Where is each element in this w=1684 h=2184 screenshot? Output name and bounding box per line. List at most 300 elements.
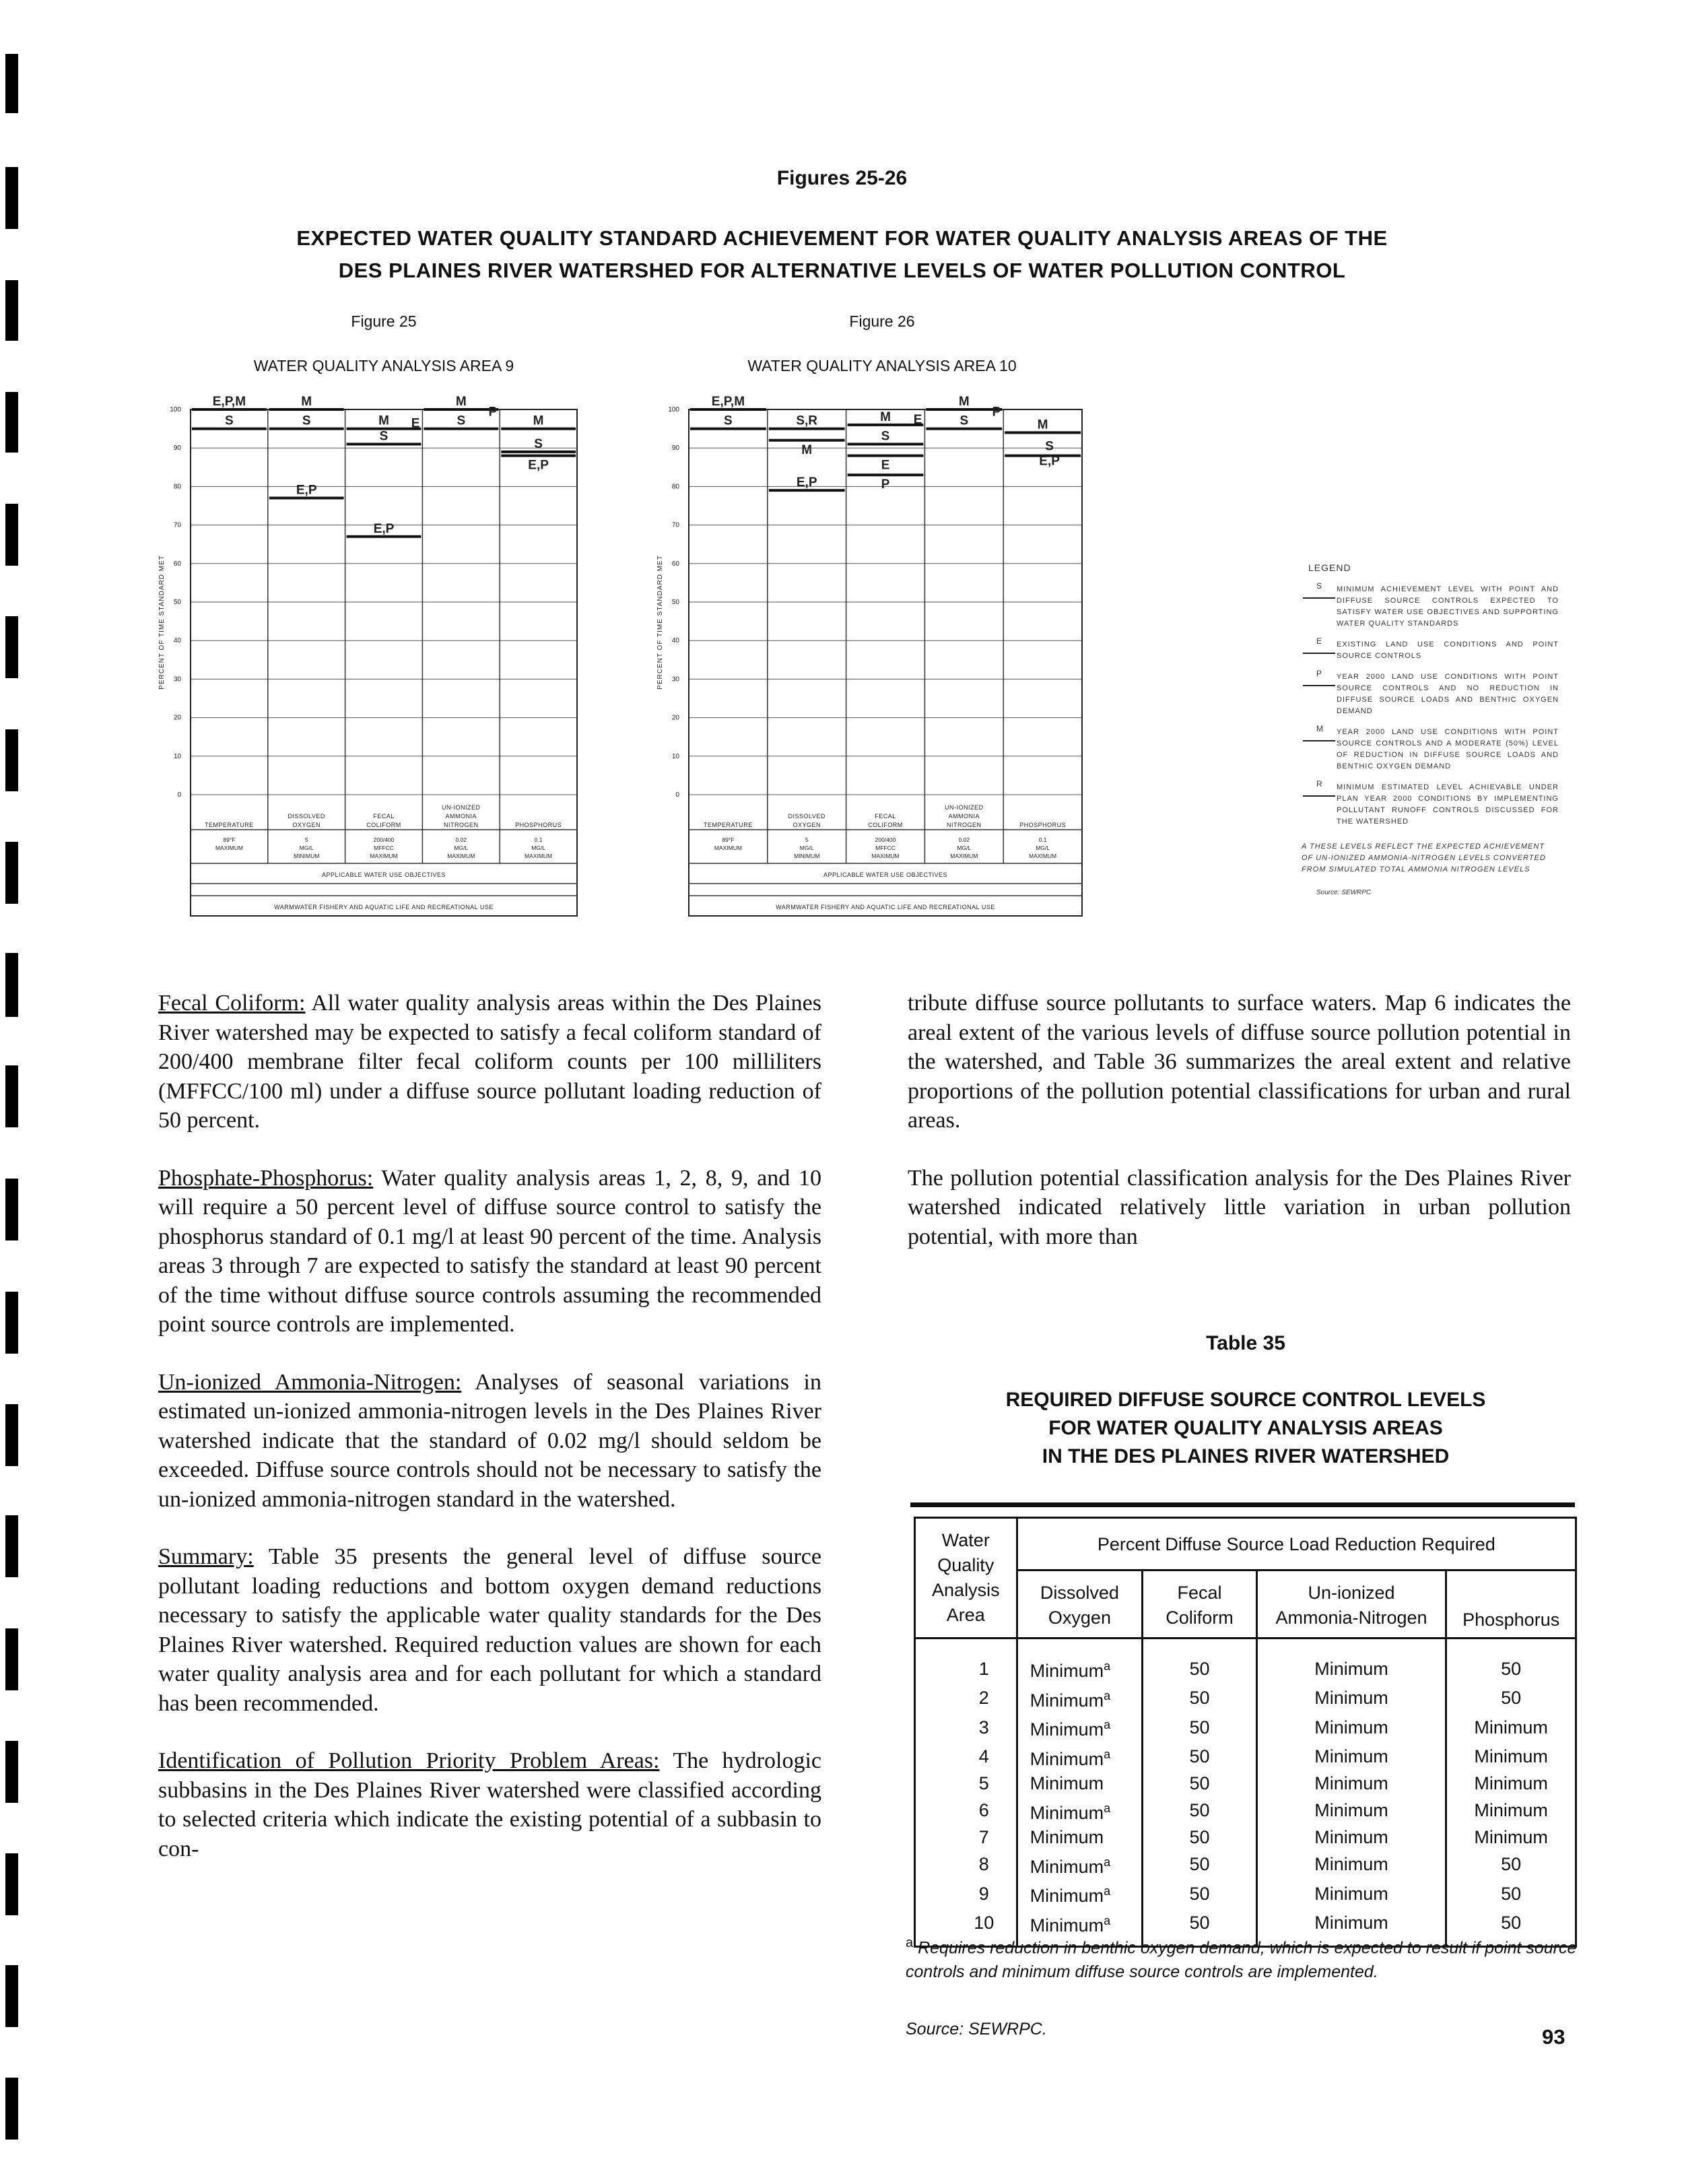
- binder-mark: [5, 953, 18, 1017]
- right-column: [908, 989, 1571, 1280]
- x-standard-label: 0.02: [958, 836, 970, 843]
- header-text: Ammonia-Nitrogen: [1275, 1608, 1427, 1628]
- x-category-label: NITROGEN: [947, 822, 982, 828]
- binder-mark: [5, 616, 18, 678]
- paragraph-phosphorus: [158, 1164, 821, 1339]
- table-row: [915, 1742, 1576, 1772]
- cell-text: Minimum: [1030, 1719, 1104, 1740]
- cell-dissolved-oxygen: [1017, 1742, 1143, 1772]
- cell-area: [915, 1639, 1017, 1684]
- legend-item-p: [1296, 671, 1559, 717]
- table-row: [915, 1713, 1576, 1742]
- cell-ammonia: [1256, 1684, 1446, 1713]
- table-header-ammonia: [1256, 1570, 1446, 1639]
- level-label: E,P: [373, 521, 395, 536]
- cell-text: Minimum: [1314, 1827, 1388, 1847]
- paragraph-text: Water quality analysis areas 1, 2, 8, 9, and 10 will require a 50 percent level of diffuse source control to satisfy the phosphorus standard of 0.1 mg/l at least 90 percent of the time. Analysis areas 3 through 7 are expected to satisfy the standard at least 90 percent of the time without diffuse source controls assuming the recommended point source controls are implemented.: [158, 1165, 821, 1337]
- cell-text: Minimum: [1030, 1915, 1104, 1935]
- y-tick-label: 0: [675, 791, 679, 799]
- binder-mark: [5, 1628, 18, 1690]
- y-tick-label: 10: [671, 752, 679, 760]
- legend-symbol: S: [1316, 581, 1322, 591]
- header-text: Coliform: [1166, 1608, 1234, 1628]
- binder-mark: [5, 1965, 18, 2027]
- legend-text: YEAR 2000 LAND USE CONDITIONS WITH POINT SOURCE CONTROLS AND A MODERATE (50%) LEVEL OF REDUCTION IN DIFFUSE SOURCE LOADS AND BENTHIC OXYGEN DEMAND: [1337, 728, 1559, 770]
- cell-ammonia: [1256, 1713, 1446, 1742]
- y-tick-label: 30: [173, 675, 181, 684]
- figures-title-line2: DES PLAINES RIVER WATERSHED FOR ALTERNATIVE LEVELS OF WATER POLLUTION CONTROL: [338, 259, 1346, 282]
- x-category-label: AMMONIA: [948, 813, 980, 820]
- x-standard-label: MAXIMUM: [714, 845, 742, 851]
- header-text: Quality: [937, 1555, 995, 1575]
- x-category-label: DISSOLVED: [288, 813, 325, 820]
- cell-text: 50: [1189, 1658, 1210, 1679]
- x-standard-label: MINIMUM: [794, 853, 820, 859]
- cell-area: [915, 1825, 1017, 1850]
- cell-text: 50: [1501, 1688, 1522, 1708]
- paragraph-classification: The pollution potential classification analysis for the Des Plaines River watershed indicated relatively little variation in urban pollution potential, with more than: [908, 1165, 1571, 1249]
- footnote-mark: a: [1104, 1913, 1111, 1927]
- cell-ammonia: [1256, 1879, 1446, 1909]
- table-35: [914, 1517, 1577, 1948]
- x-category-label: UN-IONIZED: [442, 804, 481, 811]
- chart-legend: [1296, 562, 1559, 896]
- paragraph-text: All water quality analysis areas within the Des Plaines River watershed may be expected to satisfy a fecal coliform standard of 200/400 membrane filter fecal coliform counts per 100 milliliters (MFFCC/100 ml) under a diffuse source pollutant loading reduction of 50 percent.: [158, 991, 821, 1133]
- table-title-line1: REQUIRED DIFFUSE SOURCE CONTROL LEVELS: [1005, 1389, 1486, 1411]
- x-category-label: DISSOLVED: [788, 813, 826, 820]
- y-tick-label: 80: [671, 483, 679, 491]
- header-text: Area: [946, 1605, 985, 1625]
- cell-ammonia: [1256, 1825, 1446, 1850]
- cell-text: 50: [1189, 1773, 1210, 1793]
- y-axis-label: PERCENT OF TIME STANDARD MET: [158, 555, 166, 690]
- header-text: Fecal: [1177, 1583, 1222, 1603]
- use-label: WARMWATER FISHERY AND AQUATIC LIFE AND RECREATIONAL USE: [776, 904, 995, 911]
- cell-area: [915, 1796, 1017, 1826]
- x-standard-label: MINIMUM: [294, 853, 320, 859]
- table-header-fecal-coliform: [1143, 1570, 1256, 1639]
- table-footnote: [906, 1931, 1579, 1984]
- cell-text: 7: [978, 1827, 989, 1847]
- x-standard-label: MAXIMUM: [950, 853, 978, 859]
- header-text: Dissolved: [1040, 1583, 1119, 1603]
- cell-text: 50: [1501, 1913, 1522, 1933]
- cell-fecal-coliform: [1143, 1771, 1256, 1796]
- cell-fecal-coliform: [1143, 1713, 1256, 1742]
- x-category-label: FECAL: [875, 813, 896, 820]
- legend-symbol: R: [1316, 779, 1322, 789]
- level-label: M: [301, 395, 312, 409]
- x-standard-label: MAXIMUM: [370, 853, 398, 859]
- figures-title: [0, 222, 1684, 287]
- cell-text: 9: [978, 1883, 989, 1904]
- x-standard-label: MG/L: [299, 845, 314, 851]
- cell-text: 50: [1189, 1746, 1210, 1766]
- cell-text: 50: [1501, 1883, 1522, 1904]
- y-tick-label: 100: [170, 406, 181, 413]
- cell-text: 50: [1189, 1717, 1210, 1738]
- legend-line: [1303, 795, 1335, 797]
- table-header-group: Percent Diffuse Source Load Reduction Required: [1017, 1518, 1576, 1570]
- y-tick-label: 30: [671, 675, 679, 684]
- x-standard-label: 89°F: [223, 836, 236, 843]
- cell-text: Minimum: [1030, 1802, 1104, 1823]
- level-label: M: [1037, 418, 1048, 432]
- y-tick-label: 20: [671, 714, 679, 722]
- y-tick-label: 60: [671, 560, 679, 568]
- paragraph-ammonia: [158, 1368, 821, 1515]
- footnote-mark: a: [1104, 1659, 1111, 1673]
- legend-text: EXISTING LAND USE CONDITIONS AND POINT SOURCE CONTROLS: [1337, 640, 1559, 660]
- level-label: E,P: [528, 458, 549, 473]
- level-label: E,P,M: [212, 395, 246, 409]
- objectives-label: APPLICABLE WATER USE OBJECTIVES: [321, 871, 446, 878]
- cell-dissolved-oxygen: [1017, 1850, 1143, 1880]
- paragraph-text: Table 35 presents the general level of diffuse source pollutant loading reductions and bottom oxygen demand reductions necessary to satisfy the applicable water quality standards for the Des Plaines River watershed. Required reduction values are shown for each water quality analysis area and for each pollutant for which a standard has been recommended.: [158, 1544, 821, 1716]
- level-label: P: [992, 405, 1001, 420]
- figure26-number: Figure 26: [849, 312, 915, 330]
- x-standard-label: 0.1: [534, 836, 543, 843]
- cell-text: Minimum: [1030, 1856, 1104, 1877]
- binder-mark: [5, 1065, 18, 1127]
- cell-text: 50: [1189, 1827, 1210, 1847]
- header-text: Water: [941, 1530, 990, 1550]
- binder-mark: [5, 1741, 18, 1803]
- table-row: [915, 1879, 1576, 1909]
- paragraph-heading: Identification of Pollution Priority Problem Areas:: [158, 1748, 660, 1773]
- page-number: 93: [1542, 2025, 1565, 2049]
- table-body: [915, 1639, 1576, 1947]
- y-tick-label: 20: [173, 714, 181, 722]
- x-category-label: UN-IONIZED: [945, 804, 984, 811]
- table-row: [915, 1771, 1576, 1796]
- cell-dissolved-oxygen: [1017, 1684, 1143, 1713]
- y-tick-label: 70: [173, 521, 181, 529]
- level-label: M: [880, 409, 891, 424]
- binder-mark: [5, 54, 18, 113]
- legend-item-s: [1296, 581, 1559, 630]
- level-label: M: [378, 413, 389, 428]
- x-standard-label: MG/L: [1036, 845, 1050, 851]
- y-axis-label: PERCENT OF TIME STANDARD MET: [656, 555, 664, 690]
- level-label: E: [913, 412, 922, 427]
- level-label: S: [457, 413, 466, 428]
- level-label: S: [379, 429, 389, 444]
- cell-text: Minimum: [1030, 1661, 1104, 1681]
- legend-title: LEGEND: [1308, 562, 1351, 573]
- legend-line: [1303, 740, 1335, 741]
- cell-fecal-coliform: [1143, 1850, 1256, 1880]
- cell-text: Minimum: [1314, 1746, 1388, 1766]
- binder-mark: [5, 1404, 18, 1466]
- table-header-area: [915, 1518, 1017, 1639]
- y-tick-label: 90: [671, 444, 679, 453]
- x-standard-label: MG/L: [531, 845, 545, 851]
- legend-text: MINIMUM ACHIEVEMENT LEVEL WITH POINT AND DIFFUSE SOURCE CONTROLS EXPECTED TO SATISFY WATER USE OBJECTIVES AND SUPPORTING WATER QUALITY STANDARDS: [1337, 585, 1559, 628]
- level-label: S: [1045, 439, 1054, 454]
- cell-text: Minimum: [1474, 1827, 1548, 1847]
- level-label: E,P: [296, 483, 317, 498]
- level-label: P: [881, 477, 890, 492]
- y-tick-label: 10: [173, 752, 181, 760]
- x-standard-label: 0.02: [455, 836, 467, 843]
- cell-phosphorus: [1446, 1684, 1576, 1713]
- cell-area: [915, 1713, 1017, 1742]
- cell-text: Minimum: [1030, 1773, 1104, 1793]
- x-category-label: AMMONIA: [445, 813, 477, 820]
- paragraph-heading: Fecal Coliform:: [158, 991, 306, 1016]
- legend-source: Source: SEWRPC: [1316, 889, 1372, 896]
- x-category-label: TEMPERATURE: [204, 822, 254, 828]
- cell-dissolved-oxygen: [1017, 1796, 1143, 1826]
- header-text: Un-ionized: [1308, 1583, 1395, 1603]
- level-label: P: [488, 405, 498, 420]
- level-label: E: [411, 416, 420, 431]
- figures-title-line1: EXPECTED WATER QUALITY STANDARD ACHIEVEMENT FOR WATER QUALITY ANALYSIS AREAS OF THE: [296, 226, 1388, 250]
- cell-area: [915, 1879, 1017, 1909]
- level-label: M: [455, 395, 467, 409]
- table-row: [915, 1825, 1576, 1850]
- y-tick-label: 0: [177, 791, 181, 799]
- cell-ammonia: [1256, 1796, 1446, 1826]
- cell-phosphorus: [1446, 1639, 1576, 1684]
- cell-text: Minimum: [1030, 1690, 1104, 1711]
- legend-text: MINIMUM ESTIMATED LEVEL ACHIEVABLE UNDER PLAN YEAR 2000 CONDITIONS BY IMPLEMENTING POLLUTANT RUNOFF CONTROLS DISCUSSED FOR THE WATERSHED: [1337, 783, 1559, 826]
- cell-text: Minimum: [1030, 1886, 1104, 1906]
- cell-area: [915, 1684, 1017, 1713]
- cell-phosphorus: [1446, 1796, 1576, 1826]
- cell-ammonia: [1256, 1771, 1446, 1796]
- footnote-mark: a: [1104, 1688, 1111, 1702]
- level-label: E,P,M: [711, 395, 745, 409]
- paragraph-text: The hydrologic subbasins in the Des Plaines River watershed were classified according to selected criteria which indicate the existing potential of a subbasin to con-: [158, 1748, 821, 1861]
- cell-area: [915, 1771, 1017, 1796]
- x-standard-label: 5: [304, 836, 308, 843]
- cell-text: Minimum: [1314, 1658, 1388, 1679]
- cell-phosphorus: [1446, 1825, 1576, 1850]
- legend-line: [1303, 685, 1335, 686]
- paragraph-fecal-coliform: [158, 989, 821, 1135]
- left-column: [158, 989, 821, 1892]
- cell-text: Minimum: [1314, 1883, 1388, 1904]
- x-category-label: COLIFORM: [868, 822, 903, 828]
- legend-text: YEAR 2000 LAND USE CONDITIONS WITH POINT SOURCE CONTROLS AND NO REDUCTION IN DIFFUSE SOURCE LOADS AND BENTHIC OXYGEN DEMAND: [1337, 673, 1559, 715]
- level-label: E,P: [1039, 454, 1060, 469]
- paragraph-heading: Summary:: [158, 1544, 254, 1569]
- footnote-mark: a: [1104, 1884, 1111, 1898]
- cell-text: Minimum: [1314, 1800, 1388, 1820]
- cell-text: 50: [1501, 1854, 1522, 1874]
- level-label: S: [225, 413, 234, 428]
- cell-text: 2: [978, 1688, 989, 1708]
- legend-symbol: P: [1316, 669, 1322, 678]
- cell-ammonia: [1256, 1742, 1446, 1772]
- x-standard-label: MG/L: [799, 845, 814, 851]
- x-standard-label: 5: [805, 836, 809, 843]
- y-tick-label: 60: [173, 560, 181, 568]
- x-category-label: OXYGEN: [793, 822, 821, 828]
- table-header-row: [915, 1518, 1576, 1570]
- cell-text: Minimum: [1314, 1773, 1388, 1793]
- cell-text: 10: [974, 1913, 995, 1933]
- cell-text: 50: [1189, 1883, 1210, 1904]
- y-tick-label: 80: [173, 483, 181, 491]
- x-standard-label: MAXIMUM: [1029, 853, 1057, 859]
- cell-text: 6: [978, 1800, 989, 1820]
- cell-text: Minimum: [1314, 1688, 1388, 1708]
- cell-text: Minimum: [1030, 1748, 1104, 1769]
- cell-fecal-coliform: [1143, 1825, 1256, 1850]
- cell-phosphorus: [1446, 1850, 1576, 1880]
- x-standard-label: MAXIMUM: [215, 845, 243, 851]
- paragraph-heading: Un-ionized Ammonia-Nitrogen:: [158, 1369, 462, 1395]
- x-standard-label: 89°F: [722, 836, 735, 843]
- table-header-dissolved-oxygen: [1017, 1570, 1143, 1639]
- table-header-phosphorus: Phosphorus: [1446, 1570, 1576, 1639]
- footnote-mark: a: [906, 1935, 914, 1950]
- binder-mark: [5, 729, 18, 791]
- cell-ammonia: [1256, 1639, 1446, 1684]
- table-row: [915, 1796, 1576, 1826]
- level-label: S,R: [796, 413, 818, 428]
- level-label: S: [724, 413, 733, 428]
- x-category-label: NITROGEN: [444, 822, 479, 828]
- x-standard-label: MAXIMUM: [525, 853, 553, 859]
- cell-text: Minimum: [1030, 1827, 1104, 1847]
- paragraph-priority-areas: [158, 1746, 821, 1863]
- footnote-text: Requires reduction in benthic oxygen demand, which is expected to result if point source controls and minimum diffuse source controls are implemented.: [906, 1938, 1577, 1982]
- cell-dissolved-oxygen: [1017, 1771, 1143, 1796]
- paragraph-text: Analyses of seasonal variations in estimated un-ionized ammonia-nitrogen levels in the Des Plaines River watershed indicate that the standard of 0.02 mg/l should seldom be exceeded. Diffuse source controls should not be necessary to satisfy the un-ionized ammonia-nitrogen standard in the watershed.: [158, 1369, 822, 1512]
- x-standard-label: MFFCC: [875, 845, 896, 851]
- x-category-label: FECAL: [373, 813, 395, 820]
- figures-label: Figures 25-26: [776, 167, 908, 189]
- x-standard-label: 200/400: [373, 836, 395, 843]
- table-row: [915, 1684, 1576, 1713]
- cell-fecal-coliform: [1143, 1639, 1256, 1684]
- level-label: M: [958, 395, 970, 409]
- footnote-mark: a: [1104, 1801, 1111, 1815]
- cell-text: Minimum: [1314, 1717, 1388, 1738]
- x-category-label: COLIFORM: [366, 822, 401, 828]
- legend-symbol: M: [1316, 724, 1323, 733]
- legend-footnote: A THESE LEVELS REFLECT THE EXPECTED ACHIEVEMENT OF UN-IONIZED AMMONIA-NITROGEN LEVELS CONVERTED FROM SIMULATED TOTAL AMMONIA NITROGEN LEVELS: [1302, 842, 1546, 873]
- x-category-label: PHOSPHORUS: [515, 822, 562, 828]
- level-label: M: [533, 413, 544, 428]
- x-standard-label: MFFCC: [374, 845, 394, 851]
- cell-fecal-coliform: [1143, 1742, 1256, 1772]
- cell-fecal-coliform: [1143, 1879, 1256, 1909]
- objectives-label: APPLICABLE WATER USE OBJECTIVES: [823, 871, 948, 878]
- footnote-mark: a: [1104, 1855, 1111, 1869]
- cell-phosphorus: [1446, 1713, 1576, 1742]
- y-tick-label: 50: [173, 599, 181, 606]
- paragraph-summary: [158, 1542, 821, 1718]
- footnote-mark: a: [1104, 1718, 1111, 1731]
- y-tick-label: 40: [671, 637, 679, 645]
- table-number: Table 35: [1206, 1332, 1285, 1354]
- x-standard-label: 0.1: [1038, 836, 1047, 843]
- cell-text: Minimum: [1474, 1746, 1548, 1766]
- paragraph-heading: Phosphate-Phosphorus:: [158, 1165, 374, 1191]
- cell-dissolved-oxygen: [1017, 1825, 1143, 1850]
- legend-item-r: [1296, 779, 1559, 828]
- header-text: Analysis: [932, 1580, 1000, 1600]
- x-standard-label: 200/400: [875, 836, 896, 843]
- x-category-label: TEMPERATURE: [703, 822, 753, 828]
- cell-dissolved-oxygen: [1017, 1639, 1143, 1684]
- level-label: S: [534, 436, 543, 451]
- cell-dissolved-oxygen: [1017, 1713, 1143, 1742]
- level-label: E,P: [796, 475, 817, 490]
- level-label: S: [959, 413, 969, 428]
- x-standard-label: MAXIMUM: [447, 853, 475, 859]
- legend-item-m: [1296, 724, 1559, 772]
- use-label: WARMWATER FISHERY AND AQUATIC LIFE AND RECREATIONAL USE: [274, 904, 494, 911]
- table-row: [915, 1639, 1576, 1684]
- cell-text: 50: [1189, 1800, 1210, 1820]
- cell-dissolved-oxygen: [1017, 1879, 1143, 1909]
- cell-fecal-coliform: [1143, 1796, 1256, 1826]
- legend-item-e: [1296, 636, 1559, 662]
- cell-text: Minimum: [1474, 1800, 1548, 1820]
- binder-mark: [5, 1853, 18, 1915]
- footnote-mark: a: [1104, 1747, 1111, 1761]
- cell-ammonia: [1256, 1850, 1446, 1880]
- cell-text: 8: [978, 1854, 989, 1874]
- cell-text: 1: [978, 1658, 989, 1679]
- figure26-title: WATER QUALITY ANALYSIS AREA 10: [747, 357, 1017, 374]
- y-tick-label: 90: [173, 444, 181, 453]
- cell-phosphorus: [1446, 1879, 1576, 1909]
- figure25-number: Figure 25: [351, 312, 417, 330]
- x-standard-label: MAXIMUM: [871, 853, 900, 859]
- y-tick-label: 50: [671, 599, 679, 606]
- binder-mark: [5, 842, 18, 904]
- cell-text: 50: [1189, 1913, 1210, 1933]
- paragraph-continued: tribute diffuse source pollutants to surface waters. Map 6 indicates the areal extent of the various levels of diffuse source pollution potential in the watershed, and Table 36 summarizes the areal extent and relative proportions of the pollution potential classifications for urban and rural areas.: [908, 991, 1571, 1133]
- table-title: [909, 1386, 1582, 1471]
- x-standard-label: MG/L: [957, 845, 972, 851]
- x-category-label: PHOSPHORUS: [1019, 822, 1067, 828]
- cell-phosphorus: [1446, 1742, 1576, 1772]
- cell-text: Minimum: [1314, 1913, 1388, 1933]
- chart-area-10: [643, 391, 1087, 929]
- y-tick-label: 70: [671, 521, 679, 529]
- chart-area-9: [145, 391, 582, 929]
- y-tick-label: 40: [173, 637, 181, 645]
- cell-text: 50: [1189, 1688, 1210, 1708]
- level-label: S: [881, 429, 890, 444]
- table-row: [915, 1850, 1576, 1880]
- level-label: M: [801, 442, 813, 457]
- binder-mark: [5, 1179, 18, 1240]
- binder-mark: [5, 1515, 18, 1577]
- table-source: Source: SEWRPC.: [906, 2020, 1047, 2039]
- cell-text: 50: [1501, 1658, 1522, 1679]
- x-category-label: OXYGEN: [292, 822, 321, 828]
- cell-text: 5: [978, 1773, 989, 1793]
- binder-mark: [5, 392, 18, 453]
- cell-text: 4: [978, 1746, 989, 1766]
- binder-mark: [5, 280, 18, 341]
- level-label: S: [302, 413, 311, 428]
- figure25-title: WATER QUALITY ANALYSIS AREA 9: [253, 357, 514, 374]
- x-standard-label: MG/L: [454, 845, 469, 851]
- cell-phosphorus: [1446, 1771, 1576, 1796]
- table-title-line3: IN THE DES PLAINES RIVER WATERSHED: [1042, 1445, 1450, 1467]
- cell-text: 3: [978, 1717, 989, 1738]
